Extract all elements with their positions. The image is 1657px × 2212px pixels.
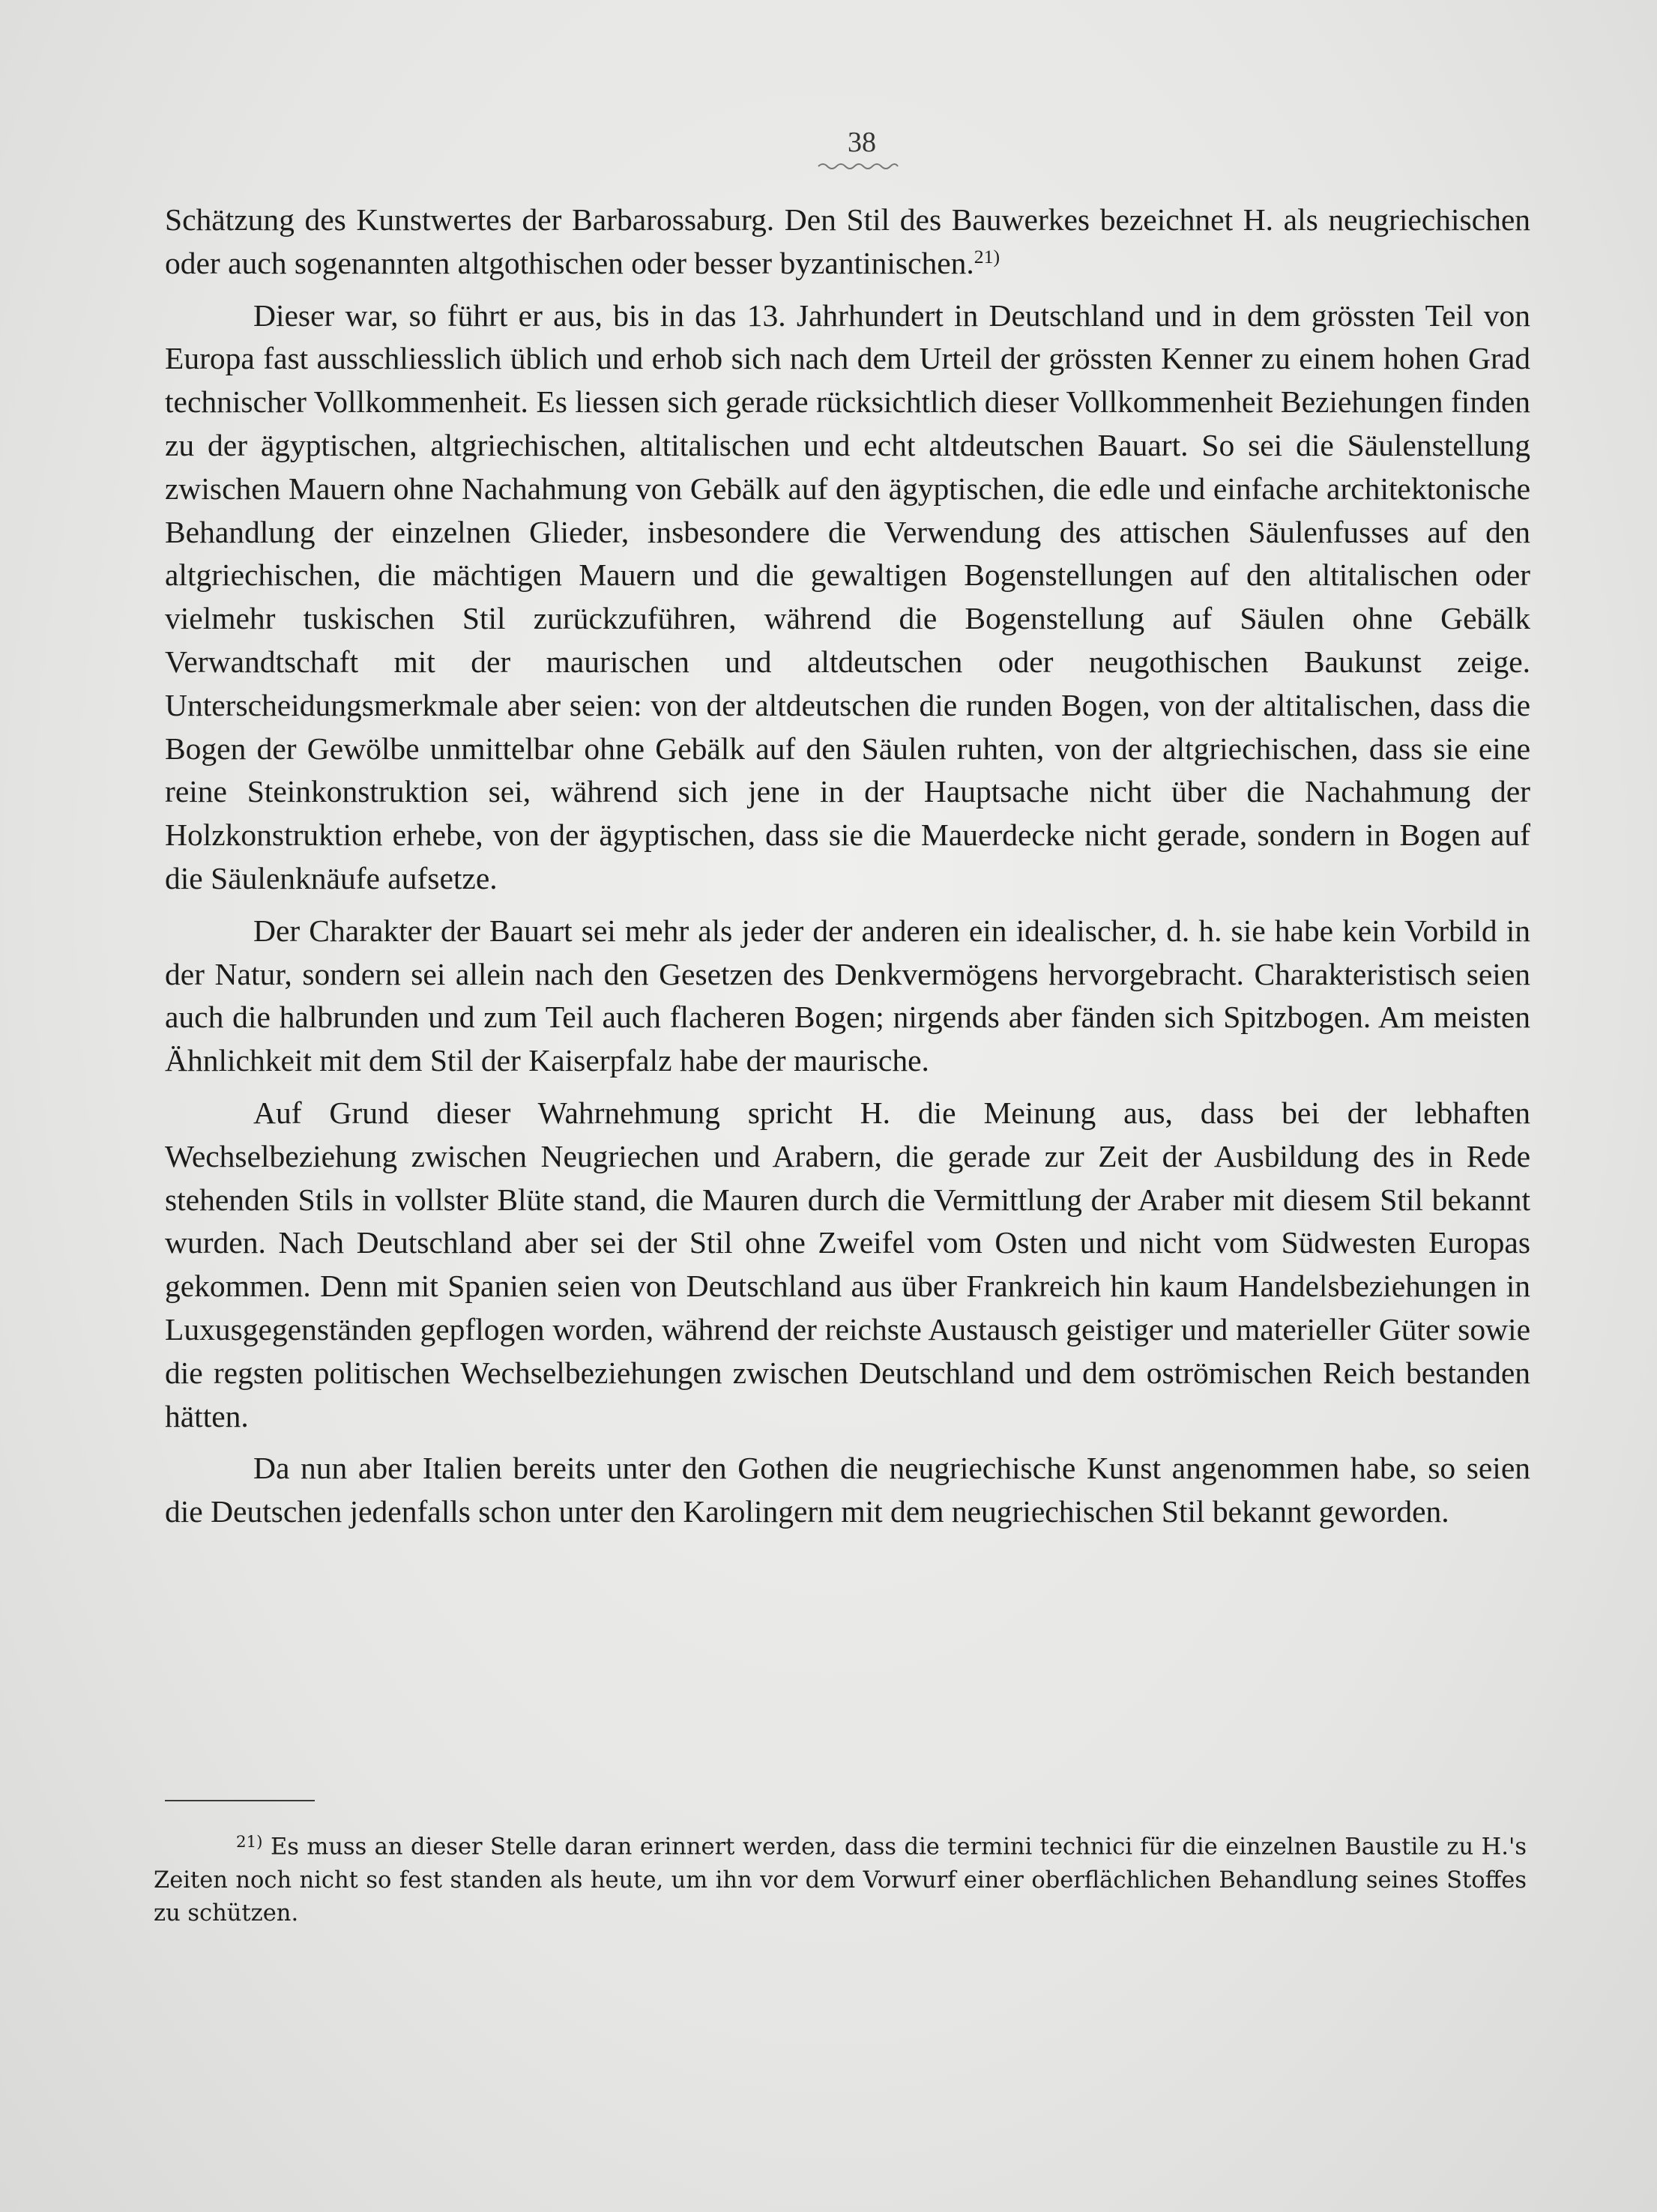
page-number: 38 — [848, 127, 876, 158]
footnote-mark: 21) — [236, 1833, 263, 1852]
page-number-ornament — [817, 161, 899, 172]
main-text — [165, 199, 1530, 1534]
paragraph-1 — [165, 199, 1530, 285]
footnote-text: Es muss an dieser Stelle daran erinnert werden, dass die termini technici für die einzelnen Baustile zu H.'s Zeiten noch nicht so fest standen als heute, um ihn vor dem Vorwurf einer oberflächlichen Behandlung seines Stoffes zu schützen. — [154, 1834, 1527, 1927]
paragraph-1-text: Schätzung des Kunstwertes der Barbarossaburg. Den Stil des Bauwerkes bezeichnet H. als neugriechischen oder auch sogenannten altgothischen oder besser byzantinischen. — [165, 202, 1530, 280]
footnote-separator — [165, 1800, 315, 1801]
footnote — [154, 1826, 1527, 1930]
paragraph-4: Auf Grund dieser Wahrnehmung spricht H. die Meinung aus, dass bei der lebhaften Wechselbeziehung zwischen Neugriechen und Arabern, die gerade zur Zeit der Ausbildung des in Rede stehenden Stils in vollster Blüte stand, die Mauren durch die Vermittlung der Araber mit diesem Stil bekannt wurden. Nach Deutschland aber sei der Stil ohne Zweifel vom Osten und nicht vom Südwesten Europas gekommen. Denn mit Spanien seien von Deutschland aus über Frankreich hin kaum Handelsbeziehungen in Luxusgegenständen gepflogen worden, während der reichste Austausch geistiger und materieller Güter sowie die regsten politischen Wechselbeziehungen zwischen Deutschland und dem oströmischen Reich bestanden hätten. — [165, 1095, 1530, 1433]
paragraph-2: Dieser war, so führt er aus, bis in das 13. Jahrhundert in Deutschland und in dem grössten Teil von Europa fast ausschliesslich üblich und erhob sich nach dem Urteil der grössten Kenner zu einem hohen Grad technischer Vollkommenheit. Es liessen sich gerade rücksichtlich dieser Vollkommenheit Beziehungen finden zu der ägyptischen, altgriechischen, altitalischen und echt altdeutschen Bauart. So sei die Säulenstellung zwischen Mauern ohne Nachahmung von Gebälk auf den ägyptischen, die edle und einfache architektonische Behandlung der einzelnen Glieder, insbesondere die Verwendung des attischen Säulenfusses auf den altgriechischen, die mächtigen Mauern und die gewaltigen Bogenstellungen auf den altitalischen oder vielmehr tuskischen Stil zurückzuführen, während die Bogenstellung auf Säulen ohne Gebälk Verwandtschaft mit der maurischen und altdeutschen oder neugothischen Baukunst zeige. Unterscheidungsmerkmale aber seien: von der altdeutschen die runden Bogen, von der altitalischen, dass die Bogen der Gewölbe unmittelbar ohne Gebälk auf den Säulen ruhten, von der altgriechischen, dass sie eine reine Steinkonstruktion sei, während sich jene in der Hauptsache nicht über die Nachahmung der Holzkonstruktion erhebe, von der ägyptischen, dass sie die Mauerdecke nicht gerade, sondern in Bogen auf die Säulenknäufe aufsetze. — [165, 297, 1530, 895]
paragraph-5: Da nun aber Italien bereits unter den Gothen die neugriechische Kunst angenommen habe, so seien die Deutschen jedenfalls schon unter den Karolingern mit dem neugriechischen Stil bekannt geworden. — [165, 1451, 1530, 1529]
footnote-reference: 21) — [974, 245, 1000, 268]
paragraph-3: Der Charakter der Bauart sei mehr als jeder der anderen ein idealischer, d. h. sie habe kein Vorbild in der Natur, sondern sei allein nach den Gesetzen des Denkvermögens hervorgebracht. Charakteristisch seien auch die halbrunden und zum Teil auch flacheren Bogen; nirgends aber fänden sich Spitzbogen. Am meisten Ähnlichkeit mit dem Stil der Kaiserpfalz habe der maurische. — [165, 913, 1530, 1078]
